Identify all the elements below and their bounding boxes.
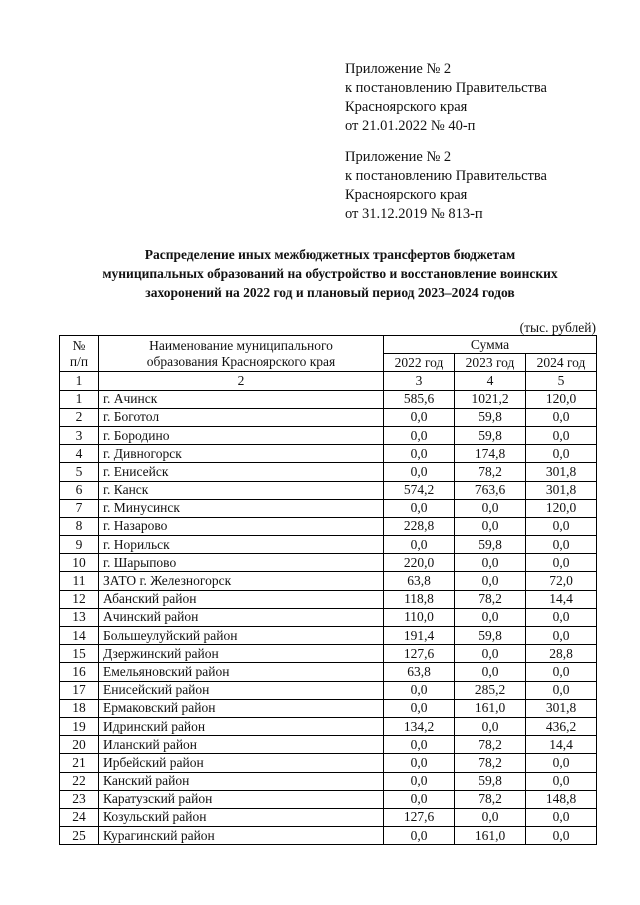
table-row <box>60 481 597 499</box>
amount-2022: 0,0 <box>384 681 455 699</box>
amount-2024: 0,0 <box>526 536 597 554</box>
amount-2022: 134,2 <box>384 717 455 735</box>
header-2022: 2022 год <box>384 354 455 372</box>
amount-2022: 0,0 <box>384 408 455 426</box>
colnum-2: 2 <box>99 372 384 390</box>
table-row <box>60 790 597 808</box>
header-name <box>99 336 384 372</box>
amount-2022: 0,0 <box>384 445 455 463</box>
municipality-name: г. Боготол <box>99 408 384 426</box>
row-number: 7 <box>60 499 99 517</box>
municipality-name: Дзержинский район <box>99 645 384 663</box>
amount-2024: 0,0 <box>526 808 597 826</box>
municipality-name: г. Шарыпово <box>99 554 384 572</box>
amount-2023: 78,2 <box>455 754 526 772</box>
table-row <box>60 699 597 717</box>
amount-2024: 301,8 <box>526 699 597 717</box>
amount-2023: 285,2 <box>455 681 526 699</box>
municipality-name: Большеулуйский район <box>99 627 384 645</box>
document-title <box>40 245 620 302</box>
table-row <box>60 390 597 408</box>
annex-current <box>345 60 547 136</box>
row-number: 4 <box>60 445 99 463</box>
table-row <box>60 736 597 754</box>
amount-2024: 0,0 <box>526 445 597 463</box>
amount-2022: 0,0 <box>384 426 455 444</box>
amount-2023: 0,0 <box>455 645 526 663</box>
title-line1: Распределение иных межбюджетных трансфертов бюджетам <box>144 247 516 262</box>
municipality-name: г. Енисейск <box>99 463 384 481</box>
amount-2023: 0,0 <box>455 517 526 535</box>
row-number: 8 <box>60 517 99 535</box>
row-number: 20 <box>60 736 99 754</box>
table-row <box>60 663 597 681</box>
municipality-name: ЗАТО г. Железногорск <box>99 572 384 590</box>
table-row <box>60 517 597 535</box>
amount-2024: 0,0 <box>526 554 597 572</box>
municipality-name: Канский район <box>99 772 384 790</box>
header-2024: 2024 год <box>526 354 597 372</box>
amount-2024: 14,4 <box>526 736 597 754</box>
amount-2023: 59,8 <box>455 426 526 444</box>
amount-2022: 0,0 <box>384 754 455 772</box>
amount-2023: 0,0 <box>455 663 526 681</box>
amount-2022: 127,6 <box>384 645 455 663</box>
table-row <box>60 645 597 663</box>
table-row <box>60 681 597 699</box>
amount-2023: 0,0 <box>455 717 526 735</box>
annex-original-line4: от 31.12.2019 № 813-п <box>345 206 483 222</box>
table-row <box>60 463 597 481</box>
header-num-line1: № <box>72 337 86 353</box>
municipality-name: Курагинский район <box>99 827 384 845</box>
colnum-1: 1 <box>60 372 99 390</box>
municipality-name: г. Дивногорск <box>99 445 384 463</box>
table-row <box>60 827 597 845</box>
colnum-5: 5 <box>526 372 597 390</box>
row-number: 9 <box>60 536 99 554</box>
annex-original-line3: Красноярского края <box>345 187 468 203</box>
table-row <box>60 772 597 790</box>
row-number: 6 <box>60 481 99 499</box>
annex-current-line1: Приложение № 2 <box>345 61 452 77</box>
amount-2023: 0,0 <box>455 608 526 626</box>
municipality-name: г. Назарово <box>99 517 384 535</box>
amount-2022: 574,2 <box>384 481 455 499</box>
row-number: 18 <box>60 699 99 717</box>
amount-2023: 59,8 <box>455 536 526 554</box>
row-number: 10 <box>60 554 99 572</box>
amount-2024: 0,0 <box>526 608 597 626</box>
amount-2024: 301,8 <box>526 481 597 499</box>
amount-2022: 63,8 <box>384 663 455 681</box>
amount-2023: 59,8 <box>455 772 526 790</box>
colnum-4: 4 <box>455 372 526 390</box>
row-number: 14 <box>60 627 99 645</box>
row-number: 13 <box>60 608 99 626</box>
row-number: 15 <box>60 645 99 663</box>
annex-original <box>345 148 547 224</box>
table-row <box>60 717 597 735</box>
municipality-name: Енисейский район <box>99 681 384 699</box>
amount-2023: 161,0 <box>455 699 526 717</box>
table-row <box>60 627 597 645</box>
amount-2023: 78,2 <box>455 590 526 608</box>
table-row <box>60 408 597 426</box>
amount-2024: 0,0 <box>526 827 597 845</box>
amount-2024: 0,0 <box>526 772 597 790</box>
row-number: 16 <box>60 663 99 681</box>
amount-2022: 0,0 <box>384 699 455 717</box>
amount-2023: 0,0 <box>455 808 526 826</box>
amount-2022: 220,0 <box>384 554 455 572</box>
amount-2024: 0,0 <box>526 754 597 772</box>
row-number: 3 <box>60 426 99 444</box>
amount-2023: 78,2 <box>455 463 526 481</box>
amount-2024: 0,0 <box>526 517 597 535</box>
amount-2024: 0,0 <box>526 627 597 645</box>
amount-2023: 763,6 <box>455 481 526 499</box>
amount-2022: 127,6 <box>384 808 455 826</box>
row-number: 1 <box>60 390 99 408</box>
amount-2022: 0,0 <box>384 463 455 481</box>
amount-2024: 0,0 <box>526 408 597 426</box>
amount-2022: 0,0 <box>384 536 455 554</box>
municipality-name: г. Норильск <box>99 536 384 554</box>
amount-2022: 110,0 <box>384 608 455 626</box>
amount-2022: 0,0 <box>384 499 455 517</box>
table-row <box>60 445 597 463</box>
amount-2024: 120,0 <box>526 390 597 408</box>
header-num <box>60 336 99 372</box>
annex-current-line3: Красноярского края <box>345 99 468 115</box>
amount-2022: 63,8 <box>384 572 455 590</box>
table-row <box>60 554 597 572</box>
amount-2024: 120,0 <box>526 499 597 517</box>
amount-2024: 0,0 <box>526 681 597 699</box>
municipality-name: Ирбейский район <box>99 754 384 772</box>
header-sum: Сумма <box>384 336 597 354</box>
transfers-table <box>59 335 597 845</box>
municipality-name: Каратузский район <box>99 790 384 808</box>
amount-2022: 0,0 <box>384 736 455 754</box>
row-number: 5 <box>60 463 99 481</box>
municipality-name: Идринский район <box>99 717 384 735</box>
row-number: 11 <box>60 572 99 590</box>
amount-2024: 301,8 <box>526 463 597 481</box>
title-line2: муниципальных образований на обустройство и восстановление воинских <box>102 266 558 281</box>
amount-2022: 118,8 <box>384 590 455 608</box>
column-number-row <box>60 372 597 390</box>
amount-2024: 72,0 <box>526 572 597 590</box>
amount-2024: 148,8 <box>526 790 597 808</box>
municipality-name: Иланский район <box>99 736 384 754</box>
row-number: 17 <box>60 681 99 699</box>
municipality-name: г. Минусинск <box>99 499 384 517</box>
amount-2024: 436,2 <box>526 717 597 735</box>
row-number: 25 <box>60 827 99 845</box>
annex-original-line1: Приложение № 2 <box>345 149 452 165</box>
header-name-line1: Наименование муниципального <box>149 337 333 353</box>
amount-2024: 14,4 <box>526 590 597 608</box>
table-row <box>60 499 597 517</box>
municipality-name: Абанский район <box>99 590 384 608</box>
municipality-name: г. Канск <box>99 481 384 499</box>
header-num-line2: п/п <box>69 353 89 369</box>
municipality-name: г. Ачинск <box>99 390 384 408</box>
table-row <box>60 808 597 826</box>
row-number: 2 <box>60 408 99 426</box>
row-number: 12 <box>60 590 99 608</box>
units-label: (тыс. рублей) <box>519 320 596 335</box>
amount-2024: 0,0 <box>526 426 597 444</box>
amount-2022: 228,8 <box>384 517 455 535</box>
table-row <box>60 590 597 608</box>
amount-2022: 0,0 <box>384 827 455 845</box>
table-row <box>60 608 597 626</box>
amount-2023: 59,8 <box>455 408 526 426</box>
municipality-name: г. Бородино <box>99 426 384 444</box>
header-2023: 2023 год <box>455 354 526 372</box>
municipality-name: Козульский район <box>99 808 384 826</box>
amount-2023: 78,2 <box>455 736 526 754</box>
table-row <box>60 754 597 772</box>
annex-current-line4: от 21.01.2022 № 40-п <box>345 118 476 134</box>
municipality-name: Ермаковский район <box>99 699 384 717</box>
amount-2022: 585,6 <box>384 390 455 408</box>
amount-2022: 0,0 <box>384 772 455 790</box>
municipality-name: Емельяновский район <box>99 663 384 681</box>
amount-2022: 0,0 <box>384 790 455 808</box>
row-number: 24 <box>60 808 99 826</box>
amount-2023: 59,8 <box>455 627 526 645</box>
amount-2024: 0,0 <box>526 663 597 681</box>
amount-2022: 191,4 <box>384 627 455 645</box>
annex-current-line2: к постановлению Правительства <box>345 80 547 96</box>
amount-2023: 1021,2 <box>455 390 526 408</box>
row-number: 21 <box>60 754 99 772</box>
amount-2023: 0,0 <box>455 554 526 572</box>
municipality-name: Ачинский район <box>99 608 384 626</box>
amount-2023: 174,8 <box>455 445 526 463</box>
amount-2023: 0,0 <box>455 499 526 517</box>
row-number: 19 <box>60 717 99 735</box>
row-number: 23 <box>60 790 99 808</box>
amount-2023: 161,0 <box>455 827 526 845</box>
header-name-line2: образования Красноярского края <box>146 353 336 369</box>
amount-2023: 78,2 <box>455 790 526 808</box>
amount-2023: 0,0 <box>455 572 526 590</box>
table-row <box>60 426 597 444</box>
table-row <box>60 536 597 554</box>
title-line3: захоронений на 2022 год и плановый период 2023–2024 годов <box>145 285 515 300</box>
amount-2024: 28,8 <box>526 645 597 663</box>
colnum-3: 3 <box>384 372 455 390</box>
table-row <box>60 572 597 590</box>
annex-original-line2: к постановлению Правительства <box>345 168 547 184</box>
row-number: 22 <box>60 772 99 790</box>
